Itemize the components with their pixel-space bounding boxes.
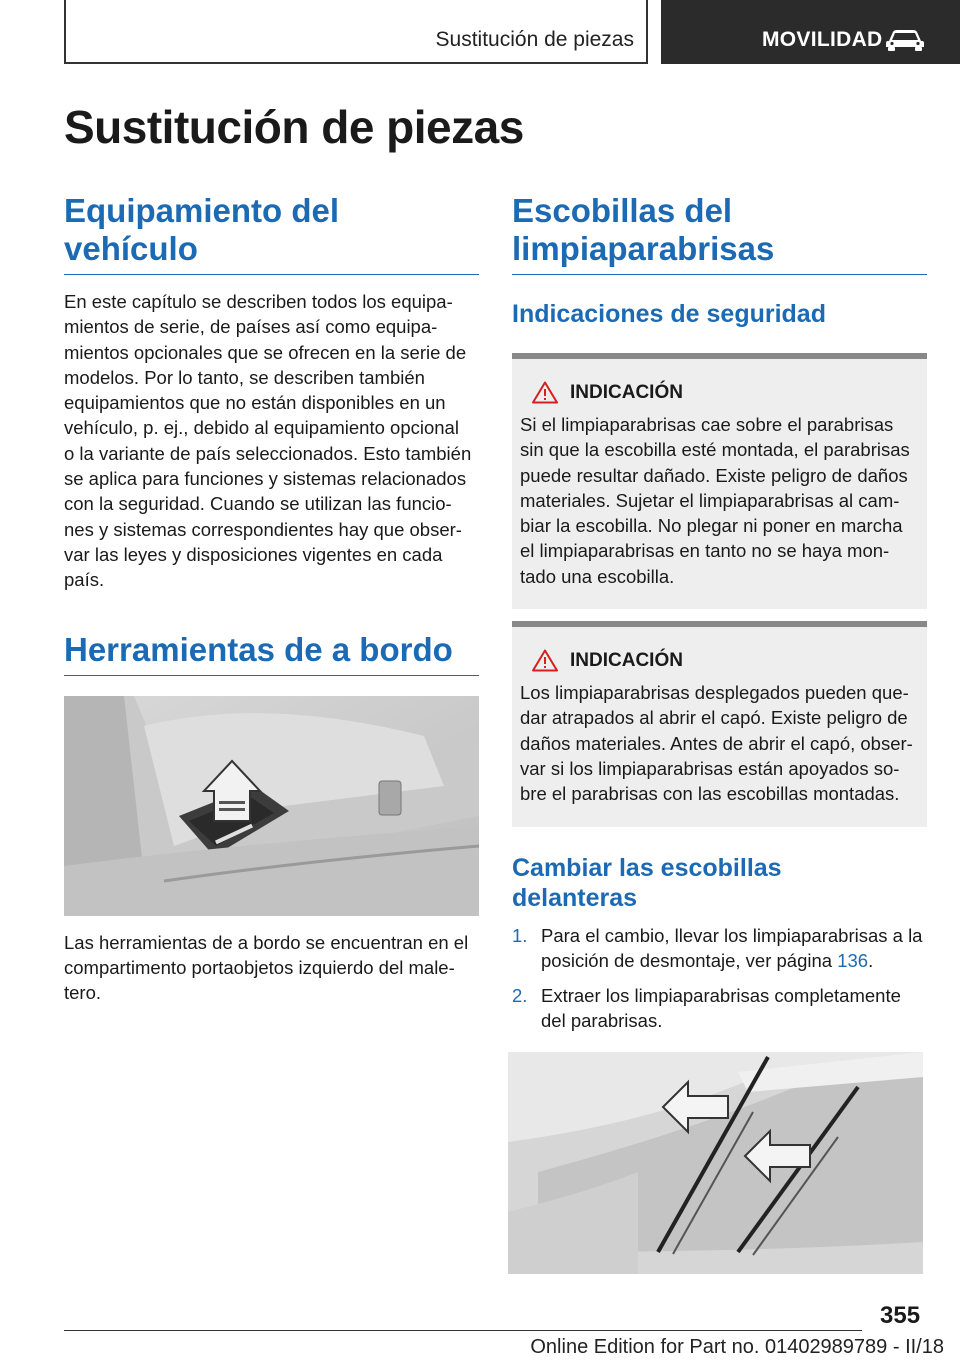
subsection-title-cambiar: Cambiar las escobillas delanteras xyxy=(512,853,782,912)
header-section-tab xyxy=(64,0,648,64)
footer-edition: Online Edition for Part no. 01402989789 - II/18 xyxy=(530,1336,944,1358)
section-title-herramientas: Herramientas de a bordo xyxy=(64,631,479,676)
header-chapter-label: MOVILIDAD xyxy=(762,28,883,51)
note-label: INDICACIÓN xyxy=(570,649,683,671)
note-text: Los limpiaparabrisas desplegados pueden que‐ dar atrapados al abrir el capó. Existe peligro de daños materiales. Antes de abrir el capó, obser‐ var si los limpiaparabrisas están apoyados so‐ bre el parabrisas con las escobillas montadas. xyxy=(520,682,913,805)
wiper-blades-image xyxy=(508,1052,923,1274)
note-text: Si el limpiaparabrisas cae sobre el parabrisas sin que la escobilla esté montada, el parabrisas puede resultar dañado. Existe peligro de daños materiales. Sujetar el limpiaparabrisas al cam‐ biar la escobilla. No plegar ni poner en marcha el limpiaparabrisas en tanto no se haya mon‐ tado una escobilla. xyxy=(520,414,910,587)
page-title: Sustitución de piezas xyxy=(64,101,524,153)
warning-note-2 xyxy=(512,621,927,826)
section-title-escobillas: Escobillas del limpiaparabrisas xyxy=(512,192,927,275)
page-link[interactable]: 136 xyxy=(837,949,869,971)
step-list xyxy=(512,923,927,1034)
right-column xyxy=(512,192,927,1274)
trunk-tool-compartment-image xyxy=(64,696,479,916)
car-icon xyxy=(885,27,925,51)
left-column xyxy=(64,192,479,1005)
warning-note-1 xyxy=(512,353,927,609)
subsection-title-seguridad: Indicaciones de seguridad xyxy=(512,300,826,328)
page-number: 355 xyxy=(880,1302,921,1329)
note-label: INDICACIÓN xyxy=(570,381,683,403)
section-title-equipamiento: Equipamiento del vehículo xyxy=(64,192,479,275)
list-item: 1. Para el cambio, llevar los limpiaparabrisas a la posición de desmontaje, ver página 136. xyxy=(512,924,923,971)
footer-divider xyxy=(64,1330,862,1331)
warning-triangle-icon xyxy=(532,381,558,404)
equipamiento-text: En este capítulo se describen todos los equipa‐ mientos de serie, de países así como equipa‐ mientos opcionales que se ofrecen en la serie de modelos. Por lo tanto, se describen también equipamientos que no están disponibles en un vehículo, p. ej., debido al equipamiento opcional o la variante de país seleccionados. Esto también se aplica para funciones y sistemas relacionados con la seguridad. Cuando se utilizan las funcio‐ nes y sistemas correspondientes hay que obser‐ var las leyes y disposiciones vigentes en cada país. xyxy=(64,291,472,591)
list-item: 2. Extraer los limpiaparabrisas completamente del parabrisas. xyxy=(512,985,901,1032)
herramientas-text: Las herramientas de a bordo se encuentran en el compartimento portaobjetos izquierdo del male‐ tero. xyxy=(64,931,469,1004)
warning-triangle-icon xyxy=(532,649,558,672)
header-section-label: Sustitución de piezas xyxy=(435,28,634,51)
